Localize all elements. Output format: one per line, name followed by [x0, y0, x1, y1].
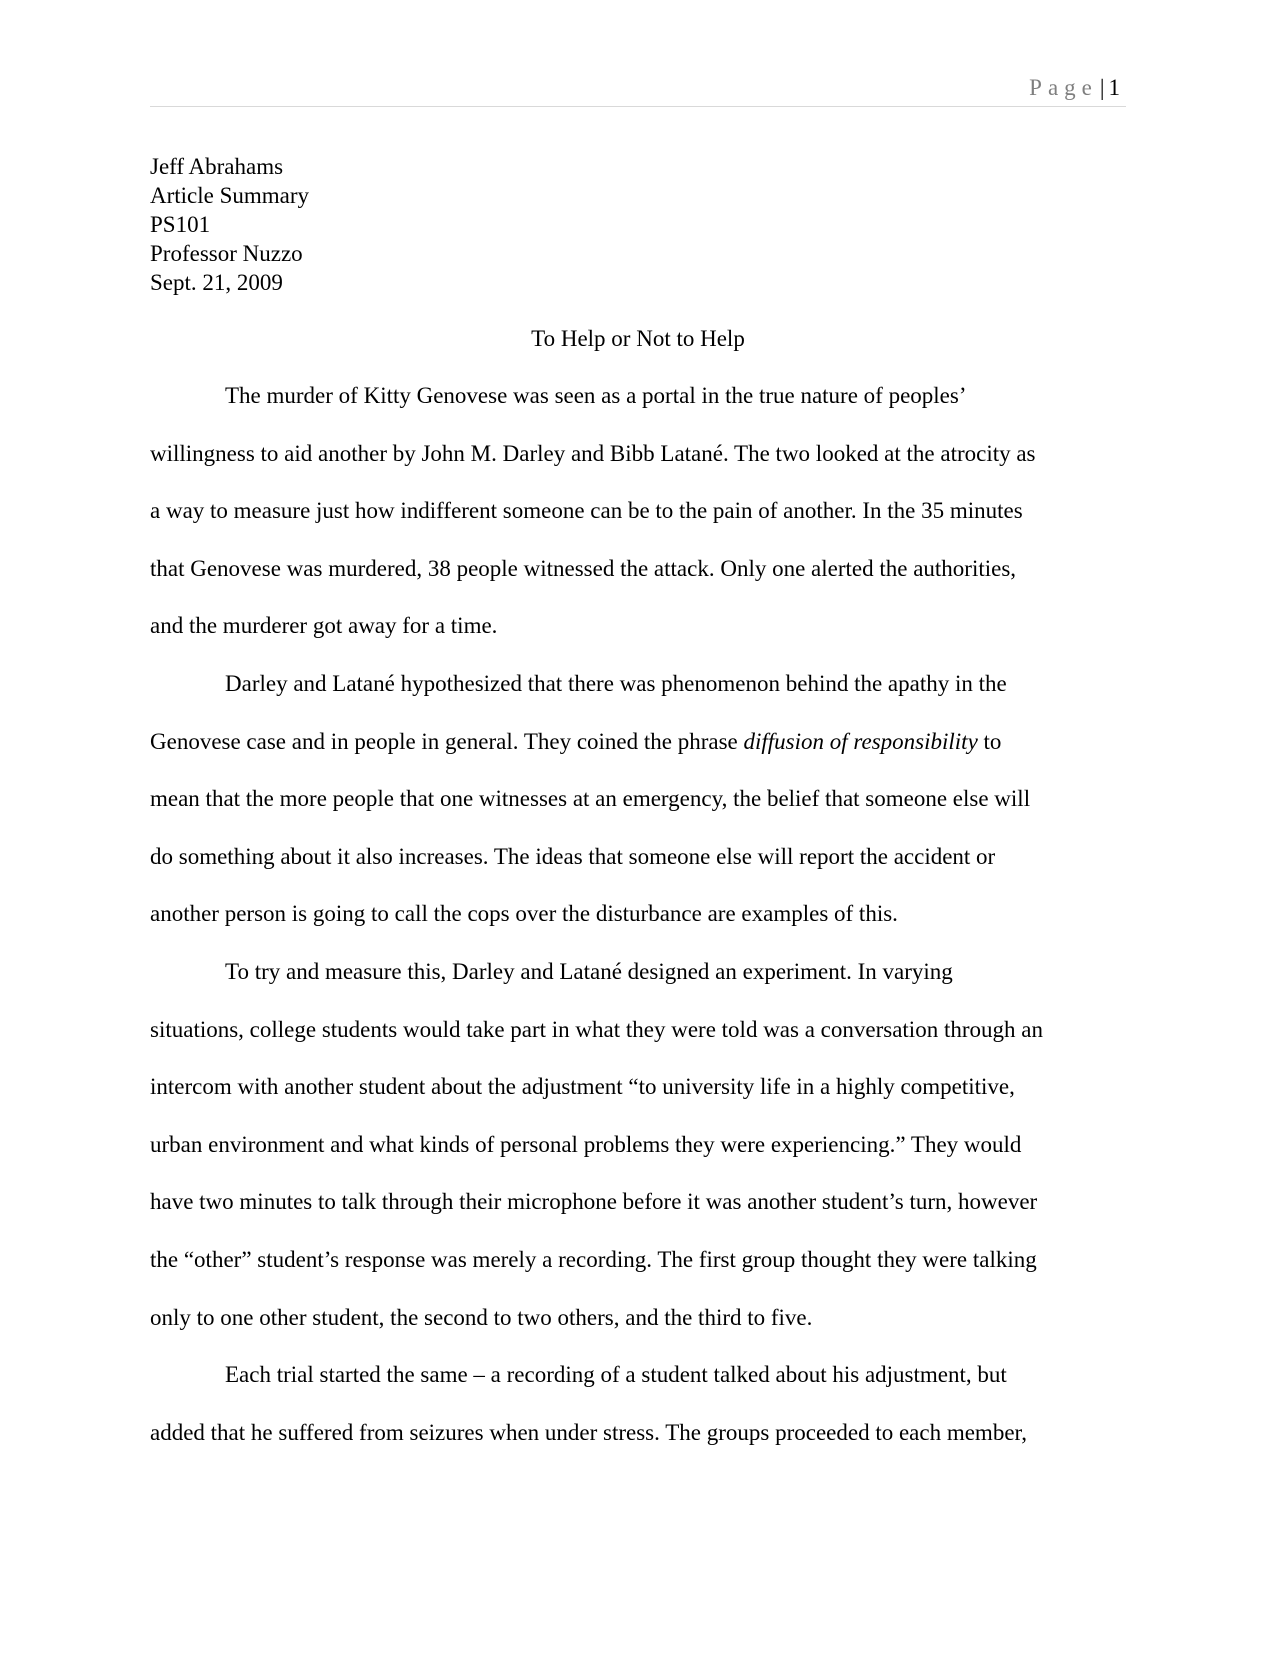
emphasized-term: diffusion of responsibility: [743, 728, 978, 754]
page-word: Page: [1029, 75, 1098, 100]
assignment-name: Article Summary: [150, 183, 310, 208]
body-line: intercom with another student about the adjustment “to university life in a highly competitive,: [150, 1074, 1015, 1100]
body-line: a way to measure just how indifferent someone can be to the pain of another. In the 35 minutes: [150, 498, 1023, 524]
document-body: [150, 367, 1126, 1461]
body-line-text: to: [977, 728, 1002, 754]
body-line: that Genovese was murdered, 38 people witnessed the attack. Only one alerted the authorities,: [150, 555, 1017, 581]
author-name: Jeff Abrahams: [150, 154, 284, 179]
body-line: the “other” student’s response was merely a recording. The first group thought they were talking: [150, 1246, 1037, 1272]
professor-name: Professor Nuzzo: [150, 241, 303, 266]
body-line-text: Genovese case and in people in general. They coined the phrase: [150, 728, 744, 754]
body-line: another person is going to call the cops over the disturbance are examples of this.: [150, 901, 898, 927]
course-code: PS101: [150, 212, 211, 237]
page-number-label: [1029, 74, 1120, 102]
submission-date: Sept. 21, 2009: [150, 270, 283, 295]
body-line: do something about it also increases. The ideas that someone else will report the accident or: [150, 843, 996, 869]
body-line: urban environment and what kinds of personal problems they were experiencing.” They would: [150, 1131, 1022, 1157]
body-line: situations, college students would take part in what they were told was a conversation through an: [150, 1016, 1043, 1042]
body-line: The murder of Kitty Genovese was seen as a portal in the true nature of peoples’: [225, 383, 967, 408]
body-line: [150, 713, 1126, 771]
body-line: mean that the more people that one witnesses at an emergency, the belief that someone else will: [150, 786, 1031, 812]
heading-info-block: [150, 152, 309, 297]
body-line: Darley and Latané hypothesized that there was phenomenon behind the apathy in the: [225, 670, 1007, 696]
body-line: have two minutes to talk through their microphone before it was another student’s turn, however: [150, 1189, 1038, 1215]
body-line: To try and measure this, Darley and Latané designed an experiment. In varying: [225, 958, 953, 984]
body-line: and the murderer got away for a time.: [150, 613, 498, 639]
body-line: only to one other student, the second to two others, and the third to five.: [150, 1304, 813, 1330]
page-number-value: 1: [1108, 75, 1120, 100]
body-line: willingness to aid another by John M. Darley and Bibb Latané. The two looked at the atrocity as: [150, 440, 1036, 466]
page-header: [150, 74, 1126, 107]
page-separator: |: [1099, 75, 1105, 100]
body-line: Each trial started the same – a recording of a student talked about his adjustment, but: [225, 1362, 1007, 1388]
document-title: To Help or Not to Help: [531, 326, 745, 351]
body-line: added that he suffered from seizures when under stress. The groups proceeded to each member,: [150, 1419, 1028, 1445]
